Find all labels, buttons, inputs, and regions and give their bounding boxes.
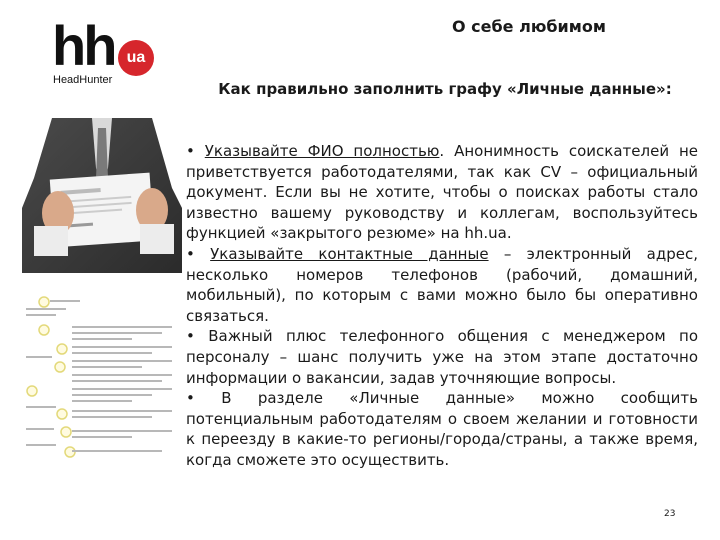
bullet-mark: • xyxy=(186,389,195,408)
full-name-link[interactable]: Указывайте ФИО полностью xyxy=(204,142,440,160)
contact-data-link[interactable]: Указывайте контактные данные xyxy=(210,244,489,263)
bullet-text: – электронный адрес, несколько номеров телефонов (рабочий, домашний, мобильный), по которым с вами можно было бы оперативно связаться. xyxy=(186,244,698,325)
bullet-phone-advantage xyxy=(186,326,698,388)
bullet-full-name xyxy=(186,141,698,244)
bullet-contact-data xyxy=(186,244,698,326)
body-text xyxy=(186,141,698,471)
bullet-mark: • xyxy=(186,142,195,160)
slide-subtitle: Как правильно заполнить графу «Личные данные»: xyxy=(218,80,672,98)
page-number: 23 xyxy=(664,509,676,519)
resume-form-thumbnail xyxy=(22,294,180,464)
bullet-personal-data-section xyxy=(186,388,698,470)
bullet-mark: • xyxy=(186,244,195,263)
resume-hands-photo xyxy=(22,118,182,273)
slide-title: О себе любимом xyxy=(452,17,606,36)
logo-ua-badge: ua xyxy=(118,40,154,76)
logo-hh-text: hh xyxy=(52,14,115,77)
logo-subtitle: HeadHunter xyxy=(53,74,113,86)
bullet-text: В разделе «Личные данные» можно сообщить потенциальным работодателям о своем желании и готовности к переезду в какие-то регионы/города/страны, а также время, когда сможете это осуществить. xyxy=(186,389,698,469)
bullet-mark: • xyxy=(186,327,195,346)
bullet-text: Важный плюс телефонного общения с менеджером по персоналу – шанс получить уже на этом этапе достаточно информации о вакансии, задав уточняющие вопросы. xyxy=(186,327,698,387)
bullet-text: . Анонимность соискателей не приветствуется работодателями, так как CV – официальный документ. Если вы не хотите, чтобы о поисках работы стало известно вашему руководству и коллегам, воспользуйтесь функцией «закрытого резюме» на hh.ua. xyxy=(186,142,698,243)
headhunter-logo xyxy=(52,14,162,94)
